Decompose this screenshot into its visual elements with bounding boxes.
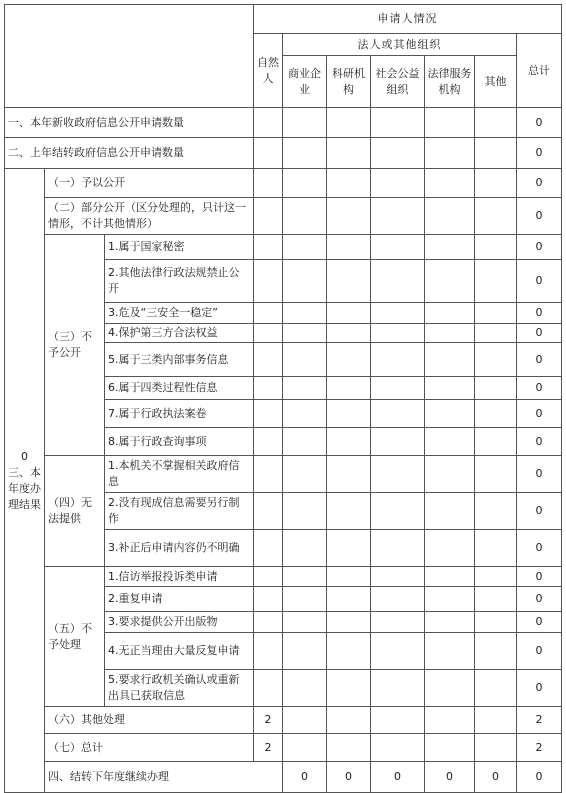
value-cell <box>475 303 517 324</box>
value-cell <box>371 169 425 198</box>
value-cell <box>327 198 371 235</box>
value-cell <box>327 377 371 400</box>
value-cell <box>475 707 517 734</box>
value-cell <box>475 169 517 198</box>
table-row <box>5 734 562 762</box>
row-not-disclose-item: 3.危及“三安全一稳定” <box>105 303 254 324</box>
value-cell <box>371 198 425 235</box>
value-cell <box>371 400 425 428</box>
table-row <box>5 235 562 260</box>
value-cell <box>425 612 475 633</box>
value-cell <box>254 670 283 707</box>
row-section-total: （七）总计 <box>45 734 254 762</box>
header-legal-person-group: 法人或其他组织 <box>283 34 517 56</box>
header-natural-person: 自然人 <box>254 34 283 108</box>
value-cell <box>283 567 327 587</box>
row-not-disclose-item: 8.属于行政查询事项 <box>105 428 254 456</box>
value-cell <box>283 108 327 138</box>
value-cell <box>425 235 475 260</box>
value-cell <box>254 198 283 235</box>
value-cell <box>254 493 283 530</box>
value-cell: 0 <box>517 400 562 428</box>
value-cell <box>475 377 517 400</box>
value-cell <box>425 377 475 400</box>
value-cell <box>475 633 517 670</box>
value-cell <box>371 377 425 400</box>
value-cell <box>327 169 371 198</box>
header-commercial-enterprise: 商业企业 <box>283 56 327 108</box>
value-cell: 0 <box>517 530 562 567</box>
value-cell <box>327 343 371 377</box>
value-cell <box>475 400 517 428</box>
value-cell <box>254 567 283 587</box>
value-cell <box>254 108 283 138</box>
value-cell <box>475 343 517 377</box>
value-cell <box>371 633 425 670</box>
value-cell <box>327 734 371 762</box>
value-cell <box>475 456 517 493</box>
header-applicant-situation: 申请人情况 <box>254 5 562 34</box>
value-cell: 0 <box>517 670 562 707</box>
value-cell <box>254 138 283 169</box>
value-cell <box>371 303 425 324</box>
value-cell <box>327 587 371 612</box>
row-not-disclose-item: 5.属于三类内部事务信息 <box>105 343 254 377</box>
value-cell <box>475 670 517 707</box>
value-cell <box>283 707 327 734</box>
value-cell <box>283 633 327 670</box>
value-cell <box>254 324 283 343</box>
value-cell <box>283 235 327 260</box>
value-cell <box>254 260 283 303</box>
value-cell <box>371 428 425 456</box>
header-social-welfare-org: 社会公益组织 <box>371 56 425 108</box>
value-cell <box>283 138 327 169</box>
row-not-process-item: 2.重复申请 <box>105 587 254 612</box>
value-cell <box>475 530 517 567</box>
value-cell <box>425 530 475 567</box>
value-cell <box>327 303 371 324</box>
value-cell <box>283 198 327 235</box>
value-cell <box>283 587 327 612</box>
value-cell <box>425 400 475 428</box>
value-cell <box>425 324 475 343</box>
value-cell: 0 <box>517 428 562 456</box>
row-carried-over-applications: 二、上年结转政府信息公开申请数量 <box>5 138 254 169</box>
value-cell <box>371 138 425 169</box>
value-cell <box>475 198 517 235</box>
value-cell <box>327 612 371 633</box>
value-cell <box>327 260 371 303</box>
value-cell <box>475 587 517 612</box>
value-cell: 0 <box>517 260 562 303</box>
value-cell <box>327 493 371 530</box>
corner-cell <box>5 5 254 108</box>
value-cell <box>254 456 283 493</box>
table-row <box>5 108 562 138</box>
table-row <box>5 762 562 793</box>
row-not-process-item: 1.信访举报投诉类申请 <box>105 567 254 587</box>
value-cell <box>425 303 475 324</box>
value-cell <box>254 377 283 400</box>
value-cell: 0 <box>327 762 371 793</box>
value-cell <box>327 400 371 428</box>
value-cell <box>425 343 475 377</box>
value-cell <box>425 428 475 456</box>
value-cell: 0 <box>517 343 562 377</box>
value-cell <box>371 530 425 567</box>
value-cell <box>475 734 517 762</box>
header-research-institution: 科研机构 <box>327 56 371 108</box>
value-cell <box>283 169 327 198</box>
value-cell <box>425 493 475 530</box>
value-cell <box>425 734 475 762</box>
table-row <box>5 567 562 587</box>
value-cell: 2 <box>254 734 283 762</box>
row-not-process-item: 4.无正当理由大量反复申请 <box>105 633 254 670</box>
group-not-disclose: （三）不予公开 <box>45 235 105 456</box>
value-cell <box>475 260 517 303</box>
value-cell <box>283 456 327 493</box>
value-cell: 0 <box>517 633 562 670</box>
header-legal-service-institution: 法律服务机构 <box>425 56 475 108</box>
value-cell: 0 <box>517 198 562 235</box>
value-cell <box>327 235 371 260</box>
value-cell <box>425 567 475 587</box>
value-cell <box>475 567 517 587</box>
value-cell: 0 <box>425 762 475 793</box>
group-not-process: （五）不予处理 <box>45 567 105 707</box>
value-cell: 0 <box>517 138 562 169</box>
value-cell <box>425 108 475 138</box>
value-cell <box>254 530 283 567</box>
row-disclose: （一）予以公开 <box>45 169 254 198</box>
value-cell: 0 <box>517 377 562 400</box>
value-cell <box>283 324 327 343</box>
value-cell <box>425 587 475 612</box>
value-cell <box>371 587 425 612</box>
value-cell <box>254 633 283 670</box>
value-cell: 0 <box>517 567 562 587</box>
value-cell: 0 <box>517 303 562 324</box>
value-cell <box>283 428 327 456</box>
value-cell: 0 <box>517 235 562 260</box>
value-cell <box>475 324 517 343</box>
value-cell <box>371 734 425 762</box>
value-cell: 0 <box>517 612 562 633</box>
value-cell <box>327 456 371 493</box>
value-cell <box>283 303 327 324</box>
row-other-handling: （六）其他处理 <box>45 707 254 734</box>
value-cell <box>327 428 371 456</box>
value-cell <box>475 428 517 456</box>
row-partial-disclose: （二）部分公开（区分处理的，只计这一情形，不计其他情形） <box>45 198 254 235</box>
value-cell <box>254 303 283 324</box>
value-cell: 0 <box>517 493 562 530</box>
value-cell: 2 <box>517 707 562 734</box>
value-cell <box>425 633 475 670</box>
row-cannot-provide-item: 3.补正后申请内容仍不明确 <box>105 530 254 567</box>
value-cell: 0 <box>517 108 562 138</box>
value-cell <box>371 260 425 303</box>
value-cell <box>371 612 425 633</box>
header-total: 总计 <box>517 34 562 108</box>
value-cell <box>371 343 425 377</box>
value-cell: 0 <box>517 762 562 793</box>
value-cell: 2 <box>254 707 283 734</box>
value-cell <box>425 198 475 235</box>
header-other: 其他 <box>475 56 517 108</box>
group-cannot-provide: （四）无法提供 <box>45 456 105 567</box>
value-cell <box>283 400 327 428</box>
value-cell: 2 <box>517 734 562 762</box>
row-not-disclose-item: 2.其他法律行政法规禁止公开 <box>105 260 254 303</box>
table-row <box>5 169 562 198</box>
row-not-process-item: 5.要求行政机关确认或重新出具已获取信息 <box>105 670 254 707</box>
section-handling-results: 0 三、本年度办理结果 <box>5 169 45 793</box>
row-not-disclose-item: 4.保护第三方合法权益 <box>105 324 254 343</box>
value-cell: 0 <box>517 587 562 612</box>
row-not-process-item: 3.要求提供公开出版物 <box>105 612 254 633</box>
value-cell <box>327 324 371 343</box>
value-cell <box>283 612 327 633</box>
value-cell <box>425 138 475 169</box>
value-cell <box>371 324 425 343</box>
value-cell <box>254 343 283 377</box>
row-not-disclose-item: 1.属于国家秘密 <box>105 235 254 260</box>
value-cell <box>283 670 327 707</box>
value-cell <box>327 633 371 670</box>
table-row <box>5 456 562 493</box>
value-cell <box>283 377 327 400</box>
value-cell <box>283 343 327 377</box>
value-cell <box>475 108 517 138</box>
value-cell <box>425 456 475 493</box>
row-new-applications: 一、本年新收政府信息公开申请数量 <box>5 108 254 138</box>
value-cell <box>327 138 371 169</box>
value-cell <box>475 138 517 169</box>
value-cell <box>254 428 283 456</box>
value-cell <box>254 612 283 633</box>
value-cell <box>254 587 283 612</box>
value-cell: 0 <box>517 324 562 343</box>
value-cell <box>371 670 425 707</box>
gov-info-disclosure-table <box>4 4 562 793</box>
value-cell: 0 <box>371 762 425 793</box>
row-not-disclose-item: 7.属于行政执法案卷 <box>105 400 254 428</box>
value-cell <box>475 235 517 260</box>
row-cannot-provide-item: 2.没有现成信息需要另行制作 <box>105 493 254 530</box>
value-cell <box>475 493 517 530</box>
value-cell <box>254 235 283 260</box>
value-cell <box>283 530 327 567</box>
value-cell <box>371 493 425 530</box>
value-cell <box>283 734 327 762</box>
value-cell <box>425 707 475 734</box>
value-cell: 0 <box>283 762 327 793</box>
value-cell <box>327 707 371 734</box>
value-cell <box>254 400 283 428</box>
value-cell <box>327 530 371 567</box>
row-cannot-provide-item: 1.本机关不掌握相关政府信息 <box>105 456 254 493</box>
value-cell <box>425 260 475 303</box>
table-row <box>5 138 562 169</box>
value-cell <box>371 456 425 493</box>
row-not-disclose-item: 6.属于四类过程性信息 <box>105 377 254 400</box>
value-cell: 0 <box>517 169 562 198</box>
table-row <box>5 707 562 734</box>
value-cell: 0 <box>517 456 562 493</box>
value-cell: 0 <box>475 762 517 793</box>
value-cell <box>371 235 425 260</box>
value-cell <box>475 612 517 633</box>
row-carry-forward: 四、结转下年度继续办理 <box>45 762 283 793</box>
value-cell <box>327 108 371 138</box>
value-cell <box>425 169 475 198</box>
value-cell <box>371 567 425 587</box>
value-cell <box>425 670 475 707</box>
value-cell <box>327 670 371 707</box>
value-cell <box>254 169 283 198</box>
value-cell <box>371 707 425 734</box>
value-cell <box>283 260 327 303</box>
value-cell <box>327 567 371 587</box>
value-cell <box>283 493 327 530</box>
value-cell <box>371 108 425 138</box>
table-row <box>5 198 562 235</box>
